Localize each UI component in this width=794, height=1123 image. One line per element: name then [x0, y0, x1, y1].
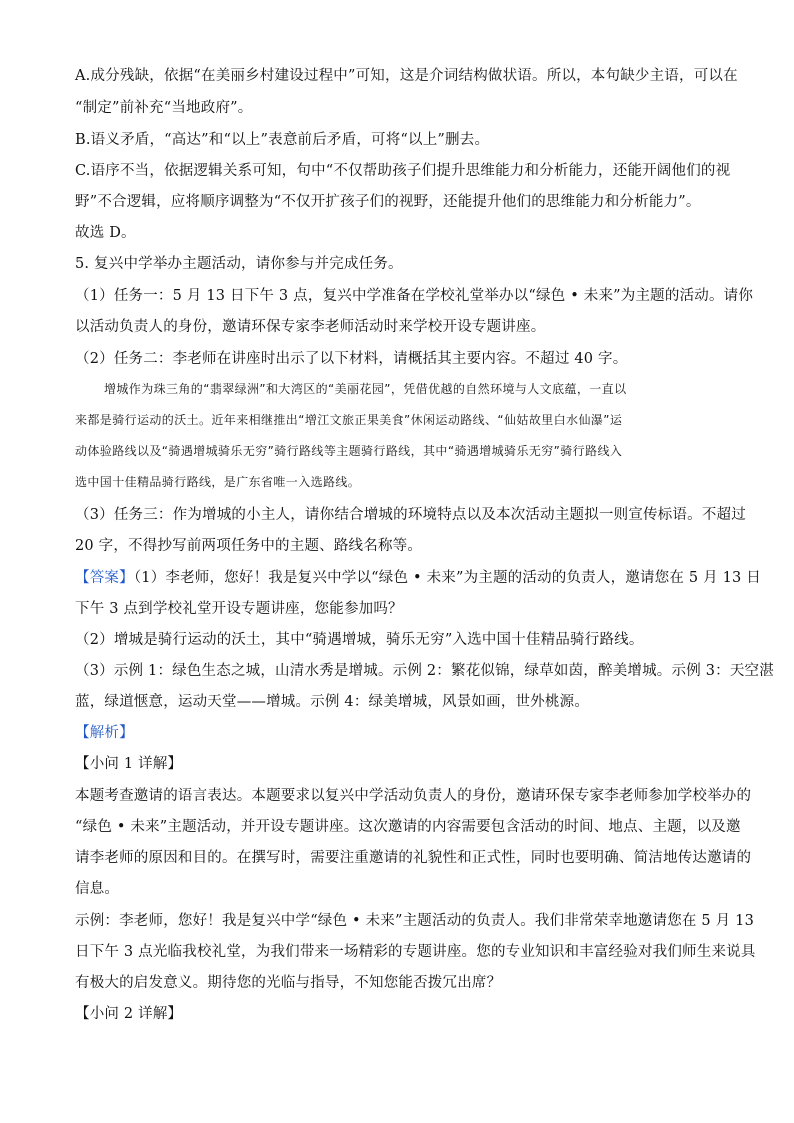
question-5-title: 5. 复兴中学举办主题活动，请你参与并完成任务。 [75, 256, 403, 272]
option-a-line-1: A.成分残缺，依据“在美丽乡村建设过程中”可知，这是介词结构做状语。所以，本句缺少主语，可以在 [75, 68, 738, 84]
material-line-3: 动体验路线以及“骑遇增城骑乐无穷”骑行路线等主题骑行路线，其中“骑遇增城骑乐无穷”骑行路线入 [75, 444, 623, 458]
material-line-1: 增城作为珠三角的“翡翠绿洲”和大湾区的“美丽花园”，凭借优越的自然环境与人文底蕴，一直以 [104, 382, 627, 396]
task-1-line-1: （1）任务一：5 月 13 日下午 3 点，复兴中学准备在学校礼堂举办以“绿色 • 未来”为主题的活动。请你 [75, 288, 754, 304]
task-3-line-2: 20 字，不得抄写前两项任务中的主题、路线名称等。 [75, 538, 423, 554]
example-line-1: 示例：李老师，您好！我是复兴中学“绿色 • 未来”主题活动的负责人。我们非常荣幸地邀请您在 5 月 13 [75, 913, 754, 929]
analysis-1-line-1: 本题考查邀请的语言表达。本题要求以复兴中学活动负责人的身份，邀请环保专家李老师参加学校举办的 [75, 788, 752, 804]
task-1-line-2: 以活动负责人的身份，邀请环保专家李老师活动时来学校开设专题讲座。 [75, 319, 546, 335]
material-line-4: 选中国十佳精品骑行路线，是广东省唯一入选路线。 [75, 475, 361, 489]
option-c-line-2: 野”不合逻辑，应将顺序调整为“不仅开扩孩子们的视野，还能提升他们的思维能力和分析能力”。 [75, 194, 701, 210]
analysis-1-line-2: “绿色 • 未来”主题活动，并开设专题讲座。这次邀请的内容需要包含活动的时间、地点、主题，以及邀 [75, 819, 741, 835]
task-2-line-1: （2）任务二：李老师在讲座时出示了以下材料，请概括其主要内容。不超过 40 字。 [75, 351, 628, 367]
option-a-line-2: “制定”前补充“当地政府”。 [75, 100, 253, 116]
sub-question-1-heading: 【小问 1 详解】 [75, 756, 183, 772]
answer-tag: 【答案】 [75, 570, 134, 586]
example-line-2: 日下午 3 点光临我校礼堂，为我们带来一场精彩的专题讲座。您的专业知识和丰富经验对我们师生来说具 [75, 944, 756, 960]
answer-1-text-1: （1）李老师，您好！我是复兴中学以“绿色 • 未来”为主题的活动的负责人，邀请您在 5 月 13 日 [133, 570, 761, 586]
answer-line-1 [75, 568, 761, 588]
analysis-1-line-3: 请李老师的原因和目的。在撰写时，需要注重邀请的礼貌性和正式性，同时也要明确、简洁地传达邀请的 [75, 850, 752, 866]
analysis-1-line-4: 信息。 [75, 881, 120, 897]
material-line-2: 来都是骑行运动的沃土。近年来相继推出“增江文旅正果美食”休闲运动路线、“仙姑故里白水仙瀑”运 [75, 413, 623, 427]
option-b-line-1: B.语义矛盾，“高达”和“以上”表意前后矛盾，可将“以上”删去。 [75, 132, 490, 148]
conclusion-line: 故选 D。 [75, 225, 136, 241]
option-c-line-1: C.语序不当，依据逻辑关系可知，句中“不仅帮助孩子们提升思维能力和分析能力，还能开阔他们的视 [75, 163, 731, 179]
answer-2-line-1: （2）增城是骑行运动的沃土，其中“骑遇增城，骑乐无穷”入选中国十佳精品骑行路线。 [75, 632, 644, 648]
task-3-line-1: （3）任务三：作为增城的小主人，请你结合增城的环境特点以及本次活动主题拟一则宣传标语。不超过 [75, 507, 746, 523]
example-line-3: 有极大的启发意义。期待您的光临与指导，不知您能否拨冗出席？ [75, 975, 502, 991]
answer-3-line-2: 蓝，绿道惬意，运动天堂——增城。示例 4：绿美增城，风景如画，世外桃源。 [75, 694, 590, 710]
analysis-tag: 【解析】 [75, 725, 134, 741]
answer-3-line-1: （3）示例 1：绿色生态之城，山清水秀是增城。示例 2：繁花似锦，绿草如茵，醉美增城。示例 3：天空湛 [75, 663, 774, 679]
answer-1-line-2: 下午 3 点到学校礼堂开设专题讲座，您能参加吗？ [75, 601, 403, 617]
sub-question-2-heading: 【小问 2 详解】 [75, 1006, 183, 1022]
